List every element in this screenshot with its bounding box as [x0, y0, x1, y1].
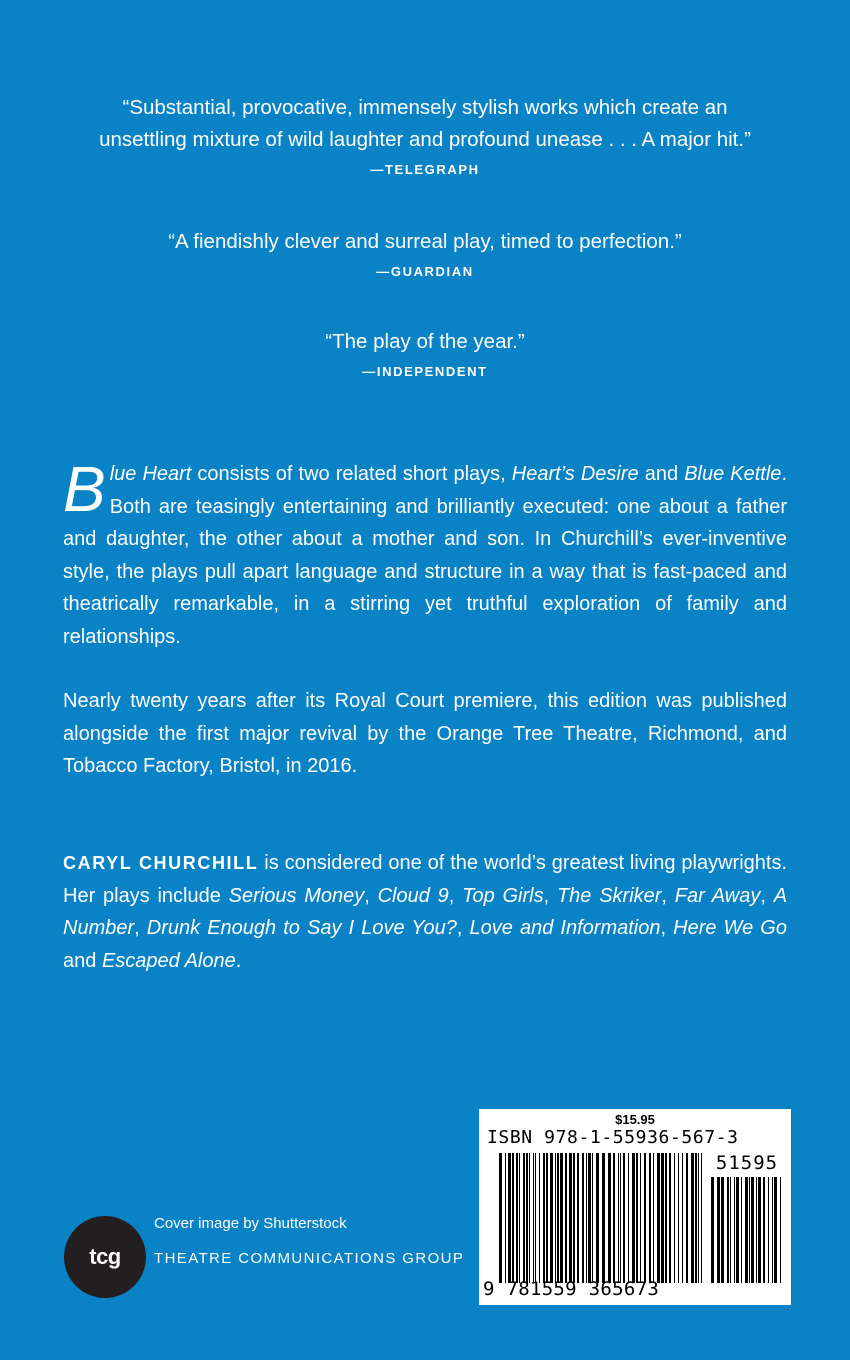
work-title: Serious Money	[228, 884, 365, 907]
barcode-bar	[569, 1153, 572, 1283]
barcode-bar	[565, 1153, 567, 1283]
barcode-bar	[550, 1153, 553, 1283]
publisher-name: THEATRE COMMUNICATIONS GROUP	[154, 1250, 465, 1267]
barcode-bar	[623, 1153, 625, 1283]
barcode-bar	[555, 1153, 556, 1283]
edition-note: Nearly twenty years after its Royal Court premiere, this edition was published alongside the first major revival by the Orange Tree Theatre, Richmond, and Tobacco Factory, Bristol, in 2016.	[63, 690, 787, 777]
barcode-bar	[577, 1153, 579, 1283]
barcode-bar	[636, 1153, 638, 1283]
separator: ,	[661, 884, 675, 907]
barcode-bar	[640, 1153, 641, 1283]
barcode-bar	[669, 1153, 671, 1283]
barcode-bar	[756, 1177, 757, 1283]
bio-intro: is considered one of the world’s greatest living playwrights. Her plays include	[63, 852, 787, 907]
barcode-bar	[774, 1177, 777, 1283]
quote-attribution: —INDEPENDENT	[362, 364, 488, 379]
barcode-bar	[653, 1153, 654, 1283]
barcode-bar	[508, 1153, 511, 1283]
quote-text: “The play of the year.”	[325, 330, 525, 353]
work-title: Far Away	[674, 884, 761, 907]
barcode-bar	[608, 1153, 611, 1283]
barcode-bar	[596, 1153, 599, 1283]
barcode-bar	[618, 1153, 619, 1283]
play-title: lue Heart	[109, 463, 192, 485]
barcode-bar	[560, 1153, 563, 1283]
barcode-bar	[602, 1153, 605, 1283]
barcode-bar	[736, 1177, 739, 1283]
barcode-bar	[678, 1153, 679, 1283]
barcode-bar	[780, 1177, 781, 1283]
barcode-bar	[529, 1153, 530, 1283]
play-title: Blue Kettle	[684, 463, 782, 485]
quote-line: unsettling mixture of wild laughter and profound unease . . . A major hit.”	[99, 128, 751, 151]
barcode-bar	[586, 1153, 587, 1283]
quote-attribution: —GUARDIAN	[376, 264, 474, 279]
barcode-bar	[526, 1153, 528, 1283]
barcode-bar	[772, 1177, 773, 1283]
quote-telegraph	[0, 92, 850, 177]
text: and	[63, 949, 102, 972]
barcode-bar	[512, 1153, 514, 1283]
cover-credit: Cover image by Shutterstock	[154, 1215, 347, 1232]
play-title: Heart’s Desire	[511, 463, 639, 485]
barcode-bar	[543, 1153, 545, 1283]
barcode-bar	[539, 1153, 540, 1283]
price: $15.95	[615, 1112, 655, 1127]
barcode-bar	[588, 1153, 591, 1283]
barcode-bar	[582, 1153, 584, 1283]
barcode-bar	[741, 1177, 742, 1283]
text: consists of two related short plays,	[191, 463, 512, 485]
barcode-bar	[519, 1153, 520, 1283]
barcode-bar	[613, 1153, 615, 1283]
work-title: Cloud 9	[377, 884, 449, 907]
barcode-bar	[727, 1177, 729, 1283]
barcode-bar	[523, 1153, 525, 1283]
quote-guardian	[0, 226, 850, 279]
separator: ,	[134, 917, 147, 939]
barcode-bars	[499, 1153, 703, 1283]
barcode-box	[479, 1109, 791, 1305]
quote-independent	[0, 326, 850, 379]
dropcap: B	[63, 453, 106, 525]
barcode-bar	[499, 1153, 502, 1283]
separator: ,	[660, 917, 674, 939]
separator: ,	[543, 884, 557, 907]
quote-attribution: —TELEGRAPH	[370, 162, 480, 177]
barcode-bar	[691, 1153, 694, 1283]
text: and	[638, 463, 685, 485]
work-title: A Number	[63, 884, 788, 939]
barcode-bar	[701, 1153, 702, 1283]
barcode-bar	[557, 1153, 559, 1283]
barcode-bar	[730, 1177, 731, 1283]
tcg-logo	[64, 1216, 146, 1298]
barcode-bar	[682, 1153, 683, 1283]
work-title: Here We Go	[673, 917, 787, 939]
barcode-bar	[717, 1177, 720, 1283]
barcode-bar	[620, 1153, 621, 1283]
barcode-bar	[745, 1177, 748, 1283]
separator: ,	[456, 917, 470, 939]
work-title: Escaped Alone	[101, 949, 236, 972]
barcode-bar	[768, 1177, 769, 1283]
barcode-addon-digits: 51595	[715, 1152, 779, 1174]
work-title: Drunk Enough to Say I Love You?	[146, 917, 457, 939]
author-name: CARYL CHURCHILL	[63, 853, 259, 873]
quote-text: “A fiendishly clever and surreal play, timed to perfection.”	[168, 230, 682, 253]
work-title: The Skriker	[556, 884, 662, 907]
text: . Both are teasingly entertaining and brilliantly executed: one about a father and daughter, the other about a mother and son. In Churchill’s ever-inventive style, the plays pull apart language and structure in a way that is fast-paced and theatrically remarkable, in a stirring yet truthful exploration of family and relationships.	[63, 463, 787, 648]
barcode-bar	[644, 1153, 646, 1283]
barcode-bar	[592, 1153, 593, 1283]
barcode-bar	[661, 1153, 664, 1283]
barcode-bar	[573, 1153, 575, 1283]
quote-text	[0, 92, 850, 156]
barcode-bar	[711, 1177, 714, 1283]
description-paragraph	[63, 453, 787, 653]
separator: ,	[448, 884, 463, 907]
barcode-bar	[505, 1153, 506, 1283]
text: .	[235, 949, 242, 972]
logo-text: tcg	[89, 1244, 121, 1269]
barcode-bar	[674, 1153, 675, 1283]
barcode-bar	[533, 1153, 534, 1283]
barcode-bar	[657, 1153, 660, 1283]
separator: ,	[760, 884, 774, 907]
barcode-bar	[516, 1153, 518, 1283]
barcode-bar	[535, 1153, 536, 1283]
barcode-bar	[632, 1153, 635, 1283]
barcode-bar	[749, 1177, 750, 1283]
work-title: Top Girls	[462, 884, 544, 907]
work-title: Love and Information	[469, 917, 661, 939]
barcode-bar	[628, 1153, 629, 1283]
isbn-number: ISBN 978-1-55936-567-3	[487, 1127, 739, 1148]
barcode-bar	[758, 1177, 761, 1283]
barcode-bar	[734, 1177, 735, 1283]
separator: ,	[364, 884, 378, 907]
barcode-digits: 9 781559 365673	[483, 1278, 660, 1300]
barcode-bar	[546, 1153, 548, 1283]
barcode-bar	[763, 1177, 765, 1283]
barcode-bar	[686, 1153, 688, 1283]
barcode-bar	[649, 1153, 651, 1283]
barcode-bar	[698, 1153, 699, 1283]
barcode-bar	[751, 1177, 754, 1283]
author-bio	[63, 847, 787, 977]
barcode-bar	[721, 1177, 724, 1283]
quote-line: “Substantial, provocative, immensely stylish works which create an	[122, 96, 728, 119]
barcode-bar	[665, 1153, 667, 1283]
barcode-addon-bars	[711, 1177, 783, 1283]
barcode-bar	[695, 1153, 697, 1283]
